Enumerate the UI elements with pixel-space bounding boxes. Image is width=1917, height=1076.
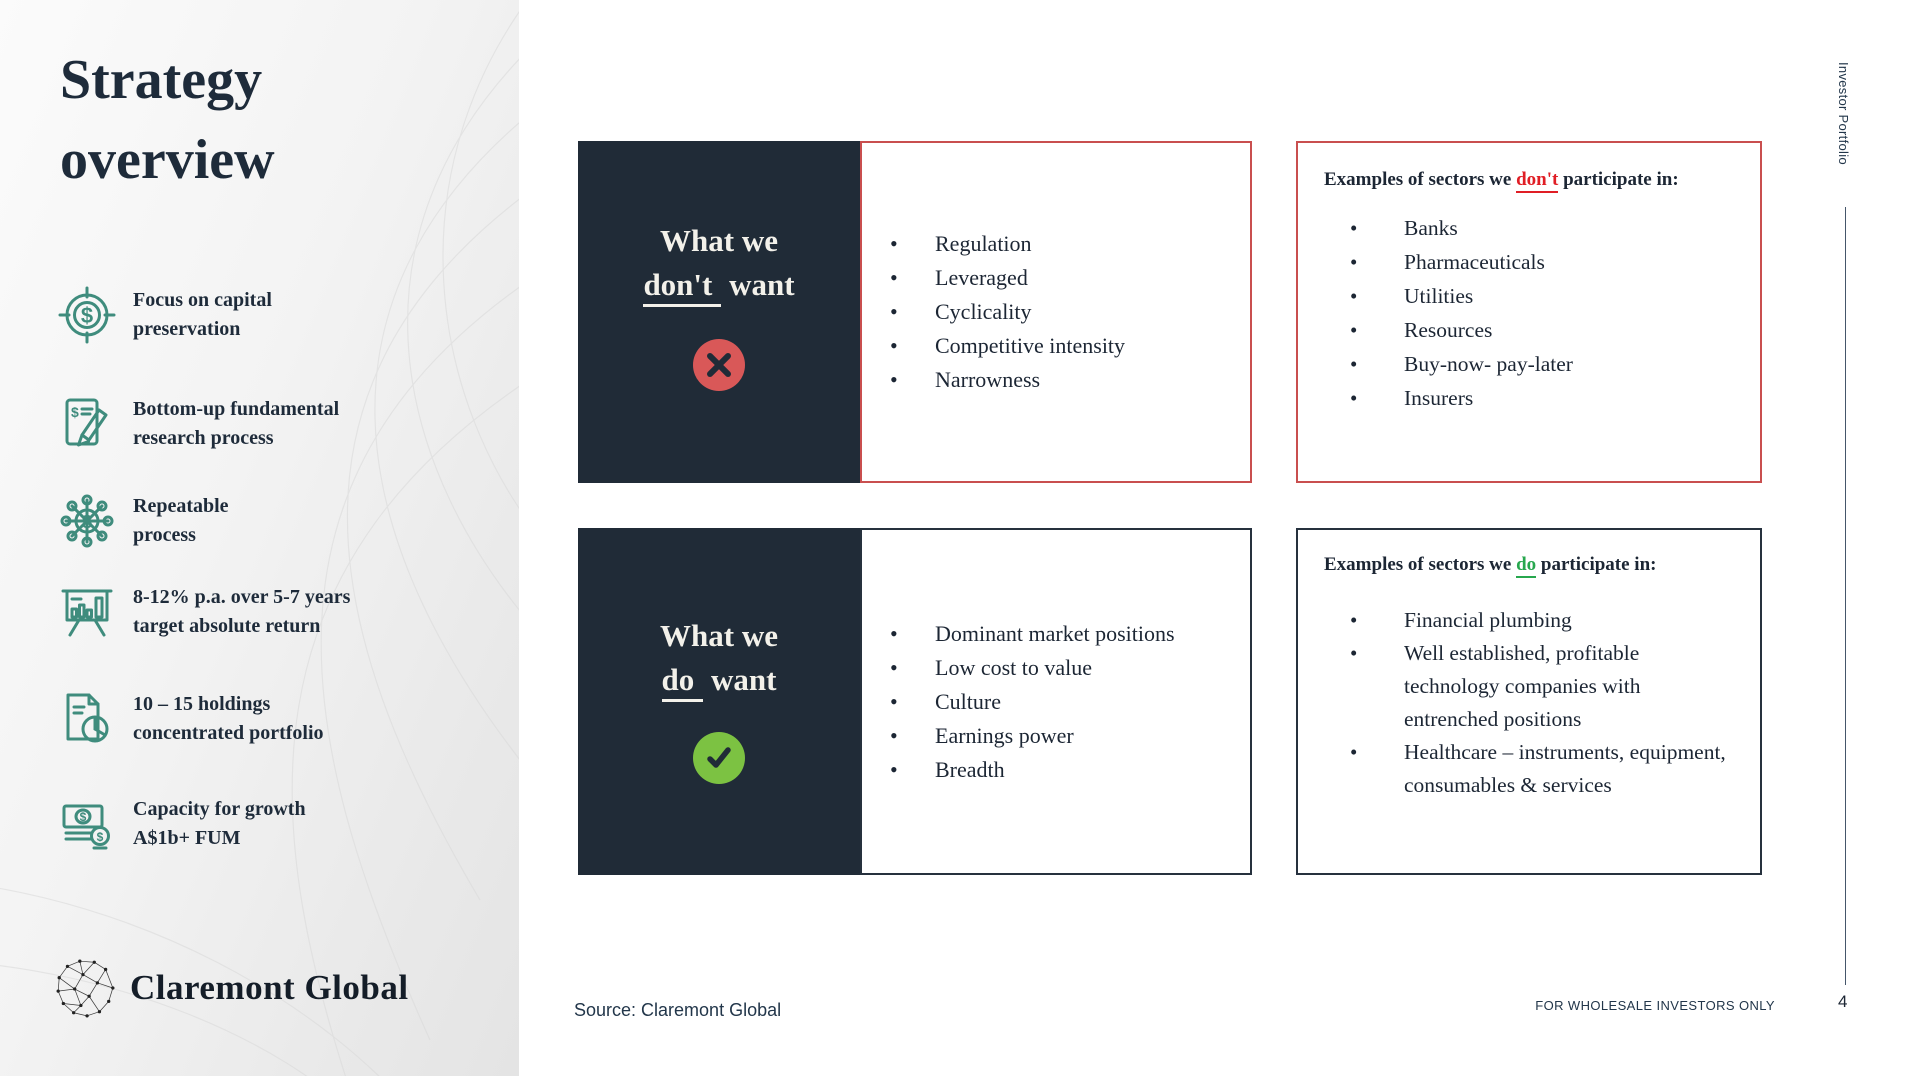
list-item: • Breadth bbox=[862, 753, 1250, 787]
sidebar-item-capital-preservation bbox=[55, 283, 475, 347]
dont-want-bullet-list bbox=[862, 227, 1250, 397]
sidebar-item-label: Bottom-up fundamental research process bbox=[133, 398, 340, 449]
page-title: Strategy overview bbox=[60, 49, 275, 191]
sidebar-item-capacity-growth bbox=[55, 792, 475, 856]
list-item: • Competitive intensity bbox=[862, 329, 1250, 363]
claremont-global-logo bbox=[52, 955, 409, 1021]
list-item: • Insurers bbox=[1324, 381, 1742, 415]
list-item: • Financial plumbing bbox=[1324, 604, 1742, 637]
sidebar-item-research-process bbox=[55, 392, 475, 456]
list-item: • Banks bbox=[1324, 211, 1742, 245]
list-item: • Dominant market positions bbox=[862, 617, 1250, 651]
list-item: • Healthcare – instruments, equipment, consumables & services bbox=[1324, 736, 1742, 802]
sidebar-item-label: Focus on capital preservation bbox=[133, 289, 272, 340]
svg-text:$: $ bbox=[80, 303, 94, 328]
list-item: • Low cost to value bbox=[862, 651, 1250, 685]
list-item: • Regulation bbox=[862, 227, 1250, 261]
sidebar-item-label: 8-12% p.a. over 5-7 years target absolute return bbox=[133, 586, 351, 637]
disclaimer-text: FOR WHOLESALE INVESTORS ONLY bbox=[1535, 998, 1775, 1013]
dont-want-box bbox=[578, 141, 860, 483]
sidebar-item-label: 10 – 15 holdings concentrated portfolio bbox=[133, 693, 324, 744]
sidebar-item-repeatable-process bbox=[55, 489, 475, 553]
chart-board-icon bbox=[55, 580, 119, 644]
do-participate-title: Examples of sectors we do participate in: bbox=[1324, 554, 1742, 576]
svg-text:$: $ bbox=[71, 404, 79, 420]
cross-badge bbox=[693, 339, 745, 391]
svg-text:$: $ bbox=[79, 810, 87, 824]
list-item: • Buy-now- pay-later bbox=[1324, 347, 1742, 381]
dont-participate-list bbox=[1324, 211, 1742, 415]
sidebar-item-target-return bbox=[55, 580, 475, 644]
do-want-title: What we do want bbox=[660, 614, 778, 702]
page-number: 4 bbox=[1838, 992, 1848, 1011]
svg-text:$: $ bbox=[96, 830, 104, 844]
x-icon bbox=[706, 352, 732, 378]
source-note: Source: Claremont Global bbox=[574, 1000, 782, 1020]
list-item: • Leveraged bbox=[862, 261, 1250, 295]
list-item: • Cyclicality bbox=[862, 295, 1250, 329]
research-note-icon bbox=[55, 392, 119, 456]
cash-stack-icon bbox=[55, 792, 119, 856]
dont-participate-title: Examples of sectors we don't participate in: bbox=[1324, 169, 1742, 191]
list-item: • Narrowness bbox=[862, 363, 1250, 397]
sidebar-item-label: Repeatable process bbox=[133, 495, 229, 546]
list-item: • Culture bbox=[862, 685, 1250, 719]
section-label-vertical: Investor Portfolio bbox=[1836, 62, 1851, 165]
list-item: • Utilities bbox=[1324, 279, 1742, 313]
dont-participate-box bbox=[1296, 141, 1762, 483]
dont-want-bullets-box bbox=[860, 141, 1252, 483]
list-item: • Earnings power bbox=[862, 719, 1250, 753]
dont-want-title: What we don't want bbox=[643, 219, 794, 307]
target-dollar-icon bbox=[55, 283, 119, 347]
report-pie-icon bbox=[55, 687, 119, 751]
network-globe-icon bbox=[52, 955, 118, 1021]
sidebar-item-concentrated-portfolio bbox=[55, 687, 475, 751]
list-item: • Resources bbox=[1324, 313, 1742, 347]
network-dollar-icon bbox=[55, 489, 119, 553]
sidebar bbox=[0, 0, 519, 1076]
do-want-box bbox=[578, 528, 860, 875]
do-want-bullet-list bbox=[862, 617, 1250, 787]
logo-text: Claremont Global bbox=[130, 968, 409, 1007]
check-icon bbox=[705, 744, 733, 772]
list-item: • Pharmaceuticals bbox=[1324, 245, 1742, 279]
sidebar-item-label: Capacity for growth A$1b+ FUM bbox=[133, 798, 306, 849]
do-participate-box bbox=[1296, 528, 1762, 875]
do-participate-list bbox=[1324, 604, 1742, 802]
check-badge bbox=[693, 732, 745, 784]
vertical-divider bbox=[1845, 207, 1846, 985]
svg-text:$: $ bbox=[81, 512, 93, 532]
list-item: • Well established, profitable technology companies with entrenched positions bbox=[1324, 637, 1742, 736]
do-want-bullets-box bbox=[860, 528, 1252, 875]
